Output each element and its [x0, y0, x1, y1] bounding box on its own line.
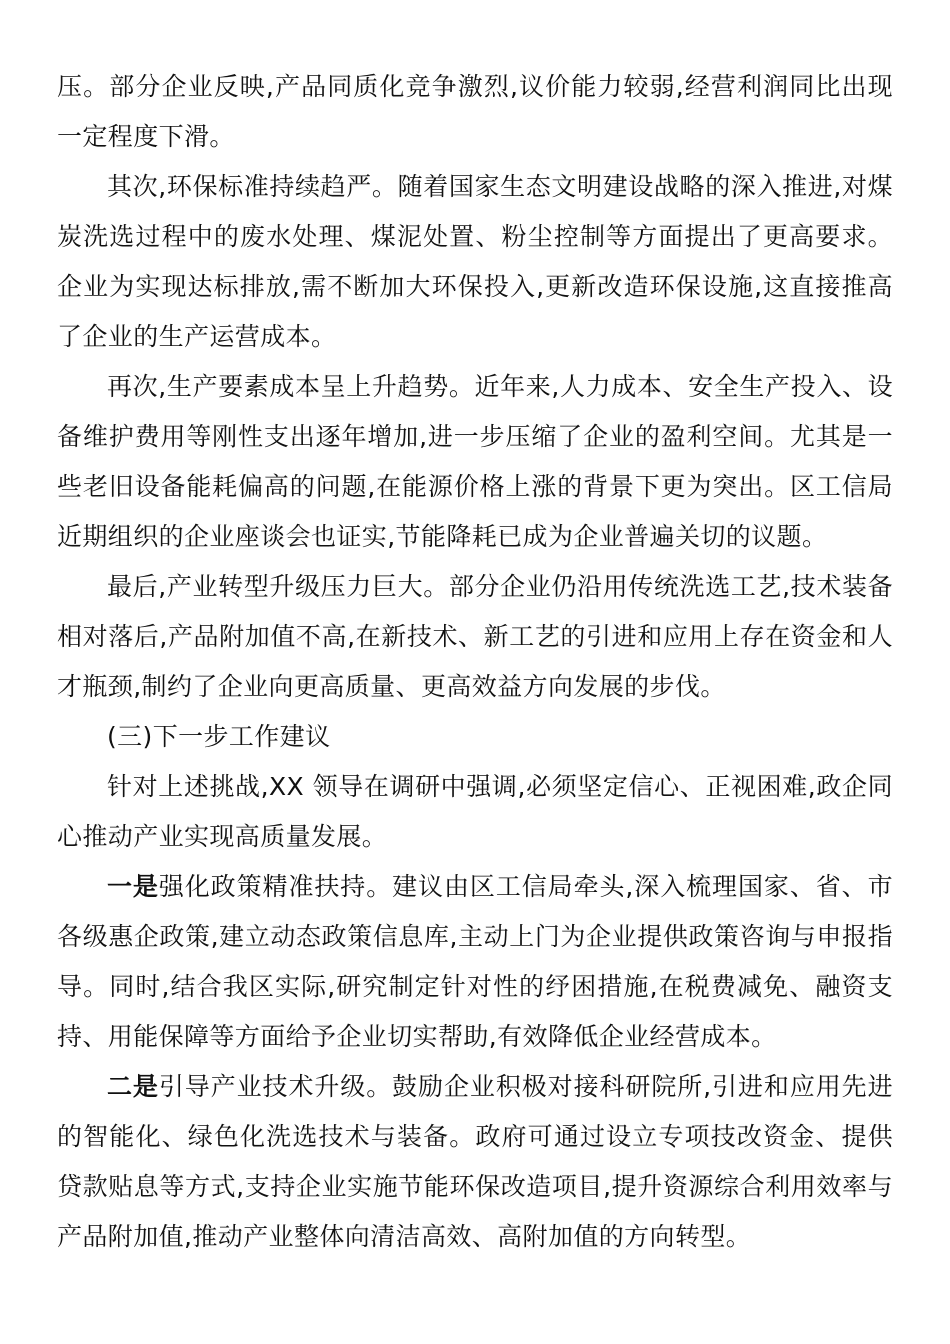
document-page [57, 62, 893, 1262]
paragraph-text: 针对上述挑战,XX 领导在调研中强调,必须坚定信心、正视困难,政企同心推动产业实现高质量发展。 [57, 772, 893, 851]
paragraph-environmental-standards [57, 162, 893, 362]
section-heading-next-steps [57, 712, 893, 762]
paragraph-technology-upgrade [57, 1062, 893, 1262]
paragraph-continued [57, 62, 893, 162]
paragraph-lead: 二是 [107, 1072, 159, 1101]
paragraph-text: 引导产业技术升级。鼓励企业积极对接科研院所,引进和应用先进的智能化、绿色化洗选技术与装备。政府可通过设立专项技改资金、提供贷款贴息等方式,支持企业实施节能环保改造项目,提升资源综合利用效率与产品附加值,推动产业整体向清洁高效、高附加值的方向转型。 [57, 1072, 893, 1251]
paragraph-transformation-pressure [57, 562, 893, 712]
paragraph-text: 再次,生产要素成本呈上升趋势。近年来,人力成本、安全生产投入、设备维护费用等刚性支出逐年增加,进一步压缩了企业的盈利空间。尤其是一些老旧设备能耗偏高的问题,在能源价格上涨的背景下更为突出。区工信局近期组织的企业座谈会也证实,节能降耗已成为企业普遍关切的议题。 [57, 372, 893, 551]
paragraph-text: 强化政策精准扶持。建议由区工信局牵头,深入梳理国家、省、市各级惠企政策,建立动态政策信息库,主动上门为企业提供政策咨询与申报指导。同时,结合我区实际,研究制定针对性的纾困措施,在税费减免、融资支持、用能保障等方面给予企业切实帮助,有效降低企业经营成本。 [57, 872, 893, 1051]
section-heading-text: (三)下一步工作建议 [107, 722, 331, 751]
paragraph-policy-support [57, 862, 893, 1062]
paragraph-production-costs [57, 362, 893, 562]
paragraph-text: 最后,产业转型升级压力巨大。部分企业仍沿用传统洗选工艺,技术装备相对落后,产品附加值不高,在新技术、新工艺的引进和应用上存在资金和人才瓶颈,制约了企业向更高质量、更高效益方向发展的步伐。 [57, 572, 893, 701]
paragraph-text: 压。部分企业反映,产品同质化竞争激烈,议价能力较弱,经营利润同比出现一定程度下滑。 [57, 72, 893, 151]
paragraph-leader-emphasis [57, 762, 893, 862]
paragraph-text: 其次,环保标准持续趋严。随着国家生态文明建设战略的深入推进,对煤炭洗选过程中的废水处理、煤泥处置、粉尘控制等方面提出了更高要求。企业为实现达标排放,需不断加大环保投入,更新改造环保设施,这直接推高了企业的生产运营成本。 [57, 172, 893, 351]
paragraph-lead: 一是 [107, 872, 159, 901]
